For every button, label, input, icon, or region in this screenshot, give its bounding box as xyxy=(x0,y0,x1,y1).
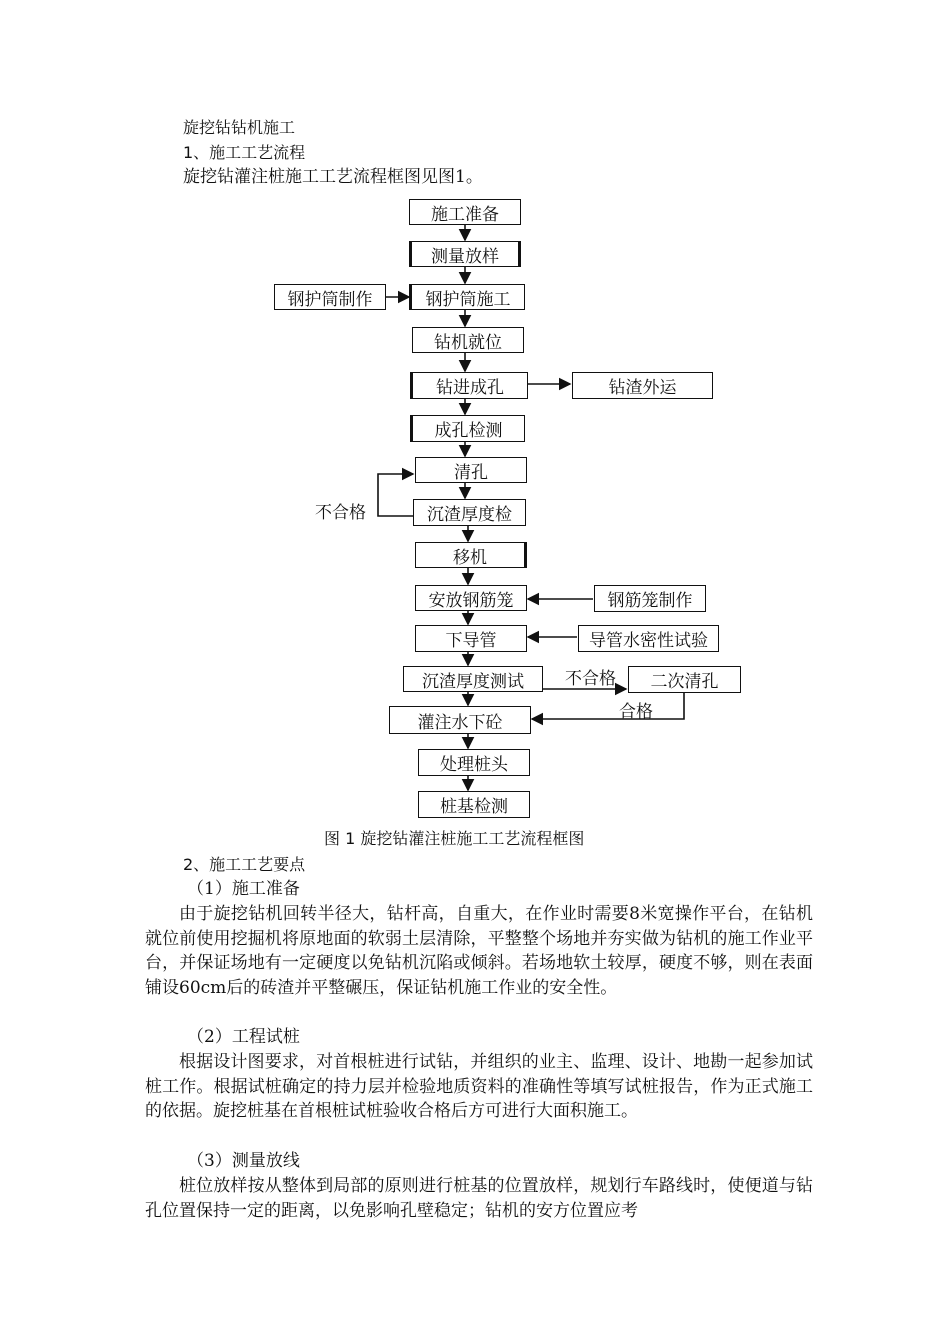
side-watertight: 导管水密性试验 xyxy=(578,625,719,652)
side-reclean: 二次清孔 xyxy=(628,666,741,693)
step-survey: 测量放样 xyxy=(409,241,521,267)
paragraph-test-pile: 根据设计图要求，对首根桩进行试钻，并组织的业主、监理、设计、地勘一起参加试桩工作。根据试桩确定的持力层并检验地质资料的准确性等填写试桩报告，作为正式施工的依据。旋挖桩基在首根桩试桩验收合格后方可进行大面积施工。 xyxy=(145,1052,813,1122)
side-casing-make: 钢护筒制作 xyxy=(274,284,386,310)
paragraph-prep: 由于旋挖钻机回转半径大，钻杆高，自重大，在作业时需要8米宽操作平台，在钻机就位前使用挖掘机将原地面的软弱土层清除，平整整个场地并夯实做为钻机的施工作业平台，并保证场地有一定硬度以免钻机沉陷或倾斜。若场地软土较厚，硬度不够，则在表面铺设60cm后的砖渣并平整碾压，保证钻机施工作业的安全性。 xyxy=(145,904,813,998)
step-place-cage: 安放钢筋笼 xyxy=(415,585,527,611)
side-cage-make: 钢筋笼制作 xyxy=(594,585,706,612)
step-sediment-check: 沉渣厚度检 xyxy=(413,499,526,526)
step-pile-test: 桩基检测 xyxy=(418,791,530,818)
step-drill: 钻进成孔 xyxy=(410,372,528,399)
step-pile-head: 处理桩头 xyxy=(418,749,530,776)
subheading-survey: （3）测量放线 xyxy=(187,1151,300,1171)
step-pour: 灌注水下砼 xyxy=(389,706,531,734)
figure-caption: 图 1 旋挖钻灌注桩施工工艺流程框图 xyxy=(324,829,585,848)
step-hole-check: 成孔检测 xyxy=(410,415,525,442)
label-fail-2: 不合格 xyxy=(565,669,616,689)
subheading-prep: （1）施工准备 xyxy=(187,879,300,899)
doc-title: 旋挖钻钻机施工 xyxy=(183,118,296,137)
step-tremie: 下导管 xyxy=(415,625,527,652)
side-spoil: 钻渣外运 xyxy=(572,372,713,399)
intro-text: 旋挖钻灌注桩施工工艺流程框图见图1。 xyxy=(183,167,483,187)
label-pass: 合格 xyxy=(619,702,653,722)
section-2-heading: 2、施工工艺要点 xyxy=(183,855,306,874)
step-casing-install: 钢护筒施工 xyxy=(409,284,525,310)
step-sediment-test: 沉渣厚度测试 xyxy=(403,666,543,692)
step-rig-position: 钻机就位 xyxy=(412,327,524,353)
paragraph-survey: 桩位放样按从整体到局部的原则进行桩基的位置放样，规划行车路线时，使便道与钻孔位置保持一定的距离，以免影响孔壁稳定；钻机的安方位置应考 xyxy=(145,1176,813,1221)
label-fail-1: 不合格 xyxy=(315,503,366,523)
step-move-rig: 移机 xyxy=(415,542,527,568)
step-prep: 施工准备 xyxy=(409,199,521,225)
section-1-heading: 1、施工工艺流程 xyxy=(183,143,306,162)
step-clean: 清孔 xyxy=(415,457,527,483)
subheading-test-pile: （2）工程试桩 xyxy=(187,1027,300,1047)
